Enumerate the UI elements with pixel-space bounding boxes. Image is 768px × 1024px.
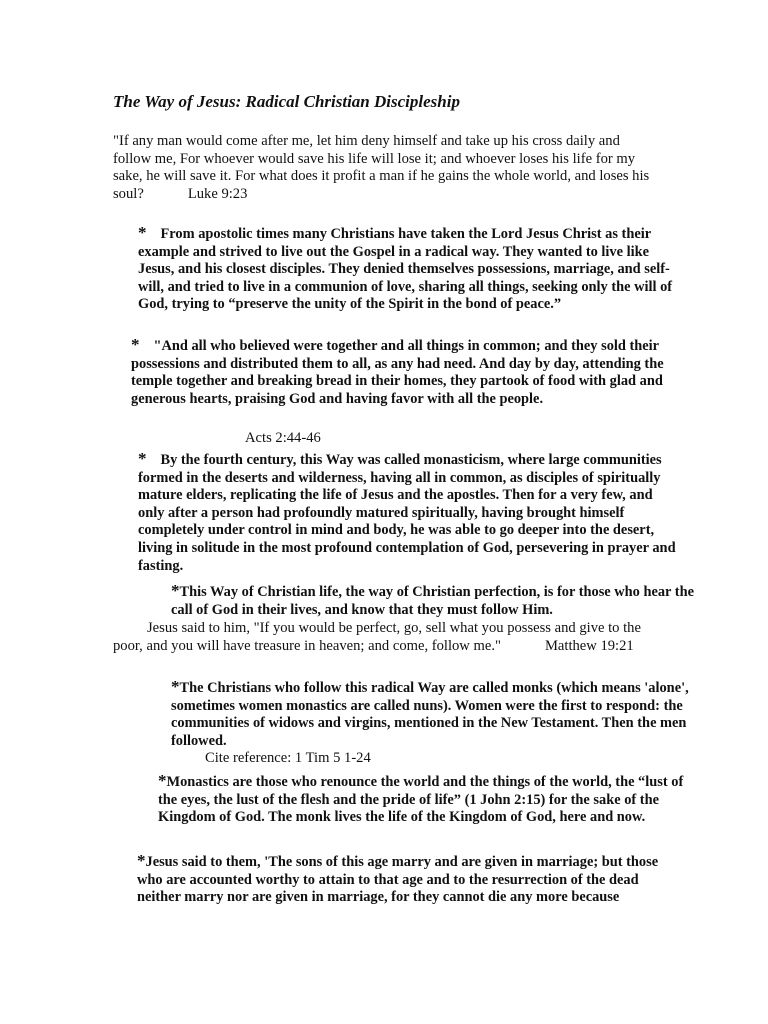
acts-reference: Acts 2:44-46 [245, 430, 321, 446]
paragraph-sons-of-this-age [113, 852, 679, 907]
paragraph-christian-perfection-text: This Way of Christian life, the way of Christian perfection, is for those who hear the call of God in their lives, and know that they must follow Him. [171, 584, 694, 618]
timothy-reference: Cite reference: 1 Tim 5 1-24 [205, 750, 371, 766]
matthew-quote-text: Jesus said to him, "If you would be perfect, go, sell what you possess and give to the poor, and you will have treasure in heaven; and come, follow me." [113, 620, 641, 654]
matthew-reference: Matthew 19:21 [544, 637, 634, 654]
bullet-star: * [137, 851, 146, 870]
paragraph-fourth-century [113, 450, 680, 575]
paragraph-fourth-century-text: By the fourth century, this Way was called monasticism, where large communities formed in the deserts and wilderness, having all in common, as disciples of spiritually mature elders, replicating the life of Jesus and the apostles. Then for a very few, and only after a person had profoundly matured spiritually, having brought himself completely under control in mind and body, he was able to go deeper into the desert, living in solitude in the most profound contemplation of God, persevering in prayer and fasting. [138, 452, 676, 574]
paragraph-monastics [113, 772, 700, 827]
bullet-star: * [138, 449, 147, 468]
document-title: The Way of Jesus: Radical Christian Discipleship [113, 92, 460, 111]
bullet-star: * [131, 335, 140, 354]
paragraph-christian-perfection [113, 582, 713, 619]
intro-quote [113, 133, 655, 203]
paragraph-monastics-text: Monastics are those who renounce the world and the things of the world, the “lust of the eyes, the lust of the flesh and the pride of life” (1 John 2:15) for the sake of the Kingdom of God. The monk lives the life of the Kingdom of God, here and now. [158, 774, 684, 826]
paragraph-apostolic-times-text: From apostolic times many Christians have taken the Lord Jesus Christ as their example and strived to live out the Gospel in a radical way. They wanted to live like Jesus, and his closest disciples. They denied themselves possessions, marriage, and self-will, and tried to live in a communion of love, sharing all things, seeking only the will of God, trying to “preserve the unity of the Spirit in the bond of peace.” [138, 226, 673, 313]
paragraph-acts-quote-text: "And all who believed were together and all things in common; and they sold their possessions and distributed them to all, as any had need. And day by day, attending the temple together and breaking bread in their homes, they partook of food with glad and generous hearts, praising God and having favor with all the people. [131, 338, 664, 407]
intro-quote-reference: Luke 9:23 [187, 185, 248, 202]
paragraph-monks [113, 678, 713, 750]
paragraph-monks-text: The Christians who follow this radical Way are called monks (which means 'alone', sometimes women monastics are called nuns). Women were the first to respond: the communities of widows and virgins, mentioned in the New Testament. Then the men followed. [171, 680, 689, 749]
bullet-star: * [171, 581, 180, 600]
paragraph-sons-of-this-age-text: Jesus said to them, 'The sons of this age marry and are given in marriage; but those who are accounted worthy to attain to that age and to the resurrection of the dead neither marry nor are given in marriage, for they cannot die any more because [137, 854, 659, 906]
paragraph-acts-quote [113, 336, 673, 408]
bullet-star: * [158, 771, 167, 790]
bullet-star: * [171, 677, 180, 696]
paragraph-apostolic-times [113, 224, 680, 314]
matthew-quote [113, 620, 655, 655]
intro-quote-text: "If any man would come after me, let him deny himself and take up his cross daily and follow me, For whoever would save his life will lose it; and whoever loses his life for my sake, he will save it. For what does it profit a man if he gains the whole world, and loses his soul? [113, 133, 650, 202]
bullet-star: * [138, 223, 147, 242]
